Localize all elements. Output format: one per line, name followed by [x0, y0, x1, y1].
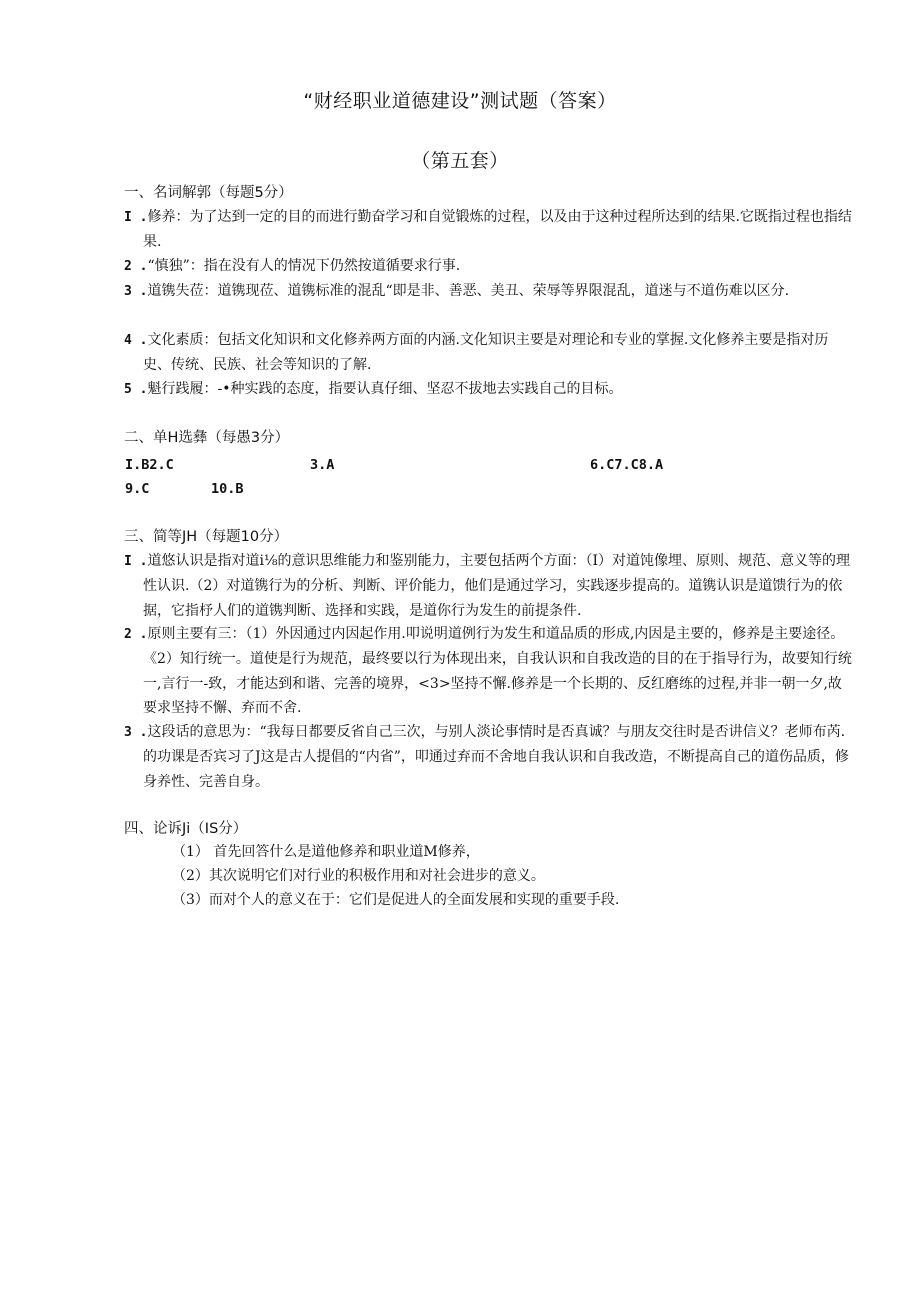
- item-text: 文化素质：包括文化知识和文化修养两方面的内涵.文化知识主要是对理论和专业的掌握.文化修养主要是指对历史、传统、民族、社会等知识的了解.: [143, 332, 829, 374]
- item-text: “慎独”：指在没有人的情况下仍然按道循要求行事.: [147, 258, 461, 274]
- sec4-item-1: （1） 首先回答什么是道他修养和职业道M修养，: [172, 844, 480, 860]
- answer-10: 10.B: [211, 481, 244, 497]
- section-3-heading: 三、简等JH（每题10分）: [124, 529, 289, 545]
- sec1-item-2: [124, 254, 853, 279]
- item-text: 修养：为了达到一定的目的而进行勤奋学习和自觉锻炼的过程，以及由于这种过程所达到的结果.它既指过程也指结果.: [143, 209, 852, 251]
- sec4-item-3: （3）而对个人的意义在于：它们是促进人的全面发展和实现的重要手段.: [172, 892, 620, 908]
- section-4-heading: 四、论诉Ji（IS分）: [124, 821, 248, 837]
- sec1-item-4: [124, 328, 853, 378]
- answer-6-8: 6.C7.C8.A: [590, 457, 664, 473]
- item-number: 2 .: [124, 627, 148, 642]
- sec4-item-2: （2）其次说明它们对行业的积极作用和对社会进步的意义。: [172, 868, 545, 884]
- answer-9: 9.C: [125, 481, 150, 497]
- sec3-item-2: [124, 622, 853, 720]
- document-subtitle: （第五套）: [411, 150, 509, 172]
- item-number: I .: [124, 554, 148, 569]
- sec3-item-3: [124, 720, 853, 794]
- item-text: 原则主要有三：（1）外因通过内因起作用.叩说明道例行为发生和道品质的形成,内因是主要的，修养是主要途径。《2）知行统一。道使是行为规范，最终要以行为体现出来，自我认识和自我改造的目的在于指导行为，故要知行统一,言行一-致，才能达到和谐、完善的境界，<3>坚持不懈.修养是一个长期的、反红磨练的过程,并非一朝一夕,故要求坚持不懈、弃而不舍.: [143, 626, 852, 716]
- answer-3: 3.A: [310, 457, 335, 473]
- item-text: 道镌失莅：道镌现莅、道镌标准的混乱“即是非、善恶、美丑、荣辱等界限混乱，道迷与不道伤难以区分.: [147, 283, 790, 299]
- document-title: “财经职业道德建设”测试题（答案）: [303, 90, 617, 112]
- sec1-item-5: [124, 377, 853, 402]
- item-number: 5 .: [124, 382, 148, 397]
- section-1-heading: 一、名词解郭（每题5分）: [124, 185, 293, 201]
- sec3-item-1: [124, 549, 853, 623]
- item-number: 4 .: [124, 333, 148, 348]
- item-text: 魁行践履：-•种实践的态度，指要认真仔细、坚忍不拔地去实践自己的目标。: [147, 381, 623, 397]
- item-number: 2 .: [124, 259, 148, 274]
- item-number: 3 .: [124, 284, 148, 299]
- item-text: 道悠认识是指对道i⅛的意识思维能力和鉴别能力，主要包括两个方面：（I）对道饨像埋、原则、规范、意义等的理性认识.（2）对道镌行为的分析、判断、评价能力，他们是通过学习，实践逐步提高的。道镌认识是道馈行为的依据，它指杼人们的道镌判断、选择和实践，是道你行为发生的前提条件.: [143, 553, 851, 619]
- item-number: 3 .: [124, 725, 148, 740]
- answer-1-2: I.B2.C: [125, 457, 174, 473]
- sec1-item-3: [124, 279, 853, 304]
- sec1-item-1: [124, 205, 853, 255]
- item-number: I .: [124, 210, 148, 225]
- item-text: 这段话的意思为：“我每日都要反省自己三次，与别人淡论事情时是否真诚？与朋友交往时是否讲信义？老师布芮.的功课是否宾习了J这是古人提倡的“内省”，叩通过弃而不舍地自我认识和自我改造，不断提高自己的道伤品质，修身养性、完善自身。: [143, 724, 849, 790]
- section-2-heading: 二、单H选彝（每愚3分）: [124, 430, 290, 446]
